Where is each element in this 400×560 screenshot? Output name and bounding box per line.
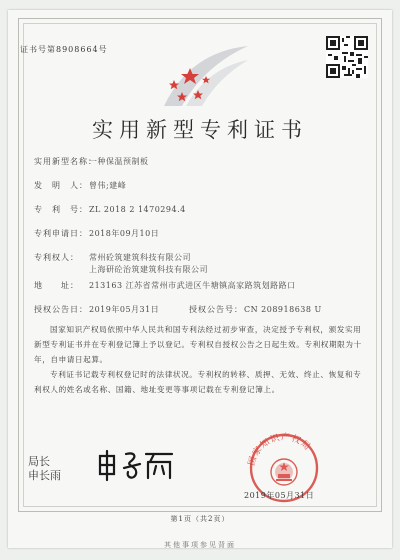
field-grant xyxy=(34,304,322,315)
field-value: 曾伟;建峰 xyxy=(89,181,127,190)
field-label: 授权公告号： xyxy=(189,305,243,314)
field-value: 一种保温预制板 xyxy=(89,157,149,166)
field-inventor xyxy=(34,180,126,191)
field-application-date xyxy=(34,228,159,239)
seal-arc-text: 国家知识产权局 xyxy=(247,432,313,468)
patentee-name: 常州砼筑建筑科技有限公司 xyxy=(89,253,191,262)
footer-note: 其他事项参见背面 xyxy=(164,541,236,549)
field-patent-number xyxy=(34,204,186,215)
field-value: ZL 2018 2 1470294.4 xyxy=(89,205,186,214)
field-label: 授权公告日： xyxy=(34,305,88,314)
body-paragraph: 国家知识产权局依照中华人民共和国专利法经过初步审查，决定授予专利权，颁发实用新型专利证书并在专利登记簿上予以登记。专利权自授权公告之日起生效。专利权期限为十年，自申请日起算。 xyxy=(34,325,362,364)
qr-code-icon xyxy=(326,36,368,78)
field-value: CN 208918638 U xyxy=(244,305,322,314)
patentee-name: 上海研砼治筑建筑科技有限公司 xyxy=(89,265,208,274)
five-star-emblem-icon xyxy=(156,40,252,112)
svg-text:国家知识产权局 xyxy=(246,431,313,467)
field-address xyxy=(34,280,296,291)
field-value: 213163 江苏省常州市武进区牛塘镇高家路筑划路路口 xyxy=(89,281,296,290)
field-label: 专利权人： xyxy=(34,253,79,262)
field-value: 2018年09月10日 xyxy=(89,229,160,238)
field-patentee xyxy=(34,252,208,276)
director-name: 申长雨 xyxy=(28,469,61,482)
director-title: 局长 xyxy=(28,455,50,468)
seal-date: 2019年05月31日 xyxy=(244,491,315,500)
director-block xyxy=(28,455,61,483)
page-indicator: 第1页（共2页） xyxy=(170,515,230,523)
field-value: 2019年05月31日 xyxy=(89,305,160,314)
national-emblem-icon xyxy=(271,459,297,485)
certificate-title: 实用新型专利证书 xyxy=(92,118,308,142)
field-label: 专利申请日： xyxy=(34,229,88,238)
field-label: 地 址： xyxy=(34,281,79,290)
field-value xyxy=(89,252,208,276)
field-utility-model-name xyxy=(34,156,149,167)
body-paragraph: 专利证书记载专利权登记时的法律状况。专利权的转移、质押、无效、终止、恢复和专利权人的姓名或名称、国籍、地址变更等事项记载在专利登记簿上。 xyxy=(34,370,362,394)
signature-icon xyxy=(96,448,176,482)
field-label: 专 利 号： xyxy=(34,205,88,214)
field-label: 发 明 人： xyxy=(34,181,88,190)
certificate-number: 证书号第8908664号 xyxy=(20,45,108,54)
field-label: 实用新型名称： xyxy=(34,157,97,166)
body-paragraphs xyxy=(34,322,366,397)
